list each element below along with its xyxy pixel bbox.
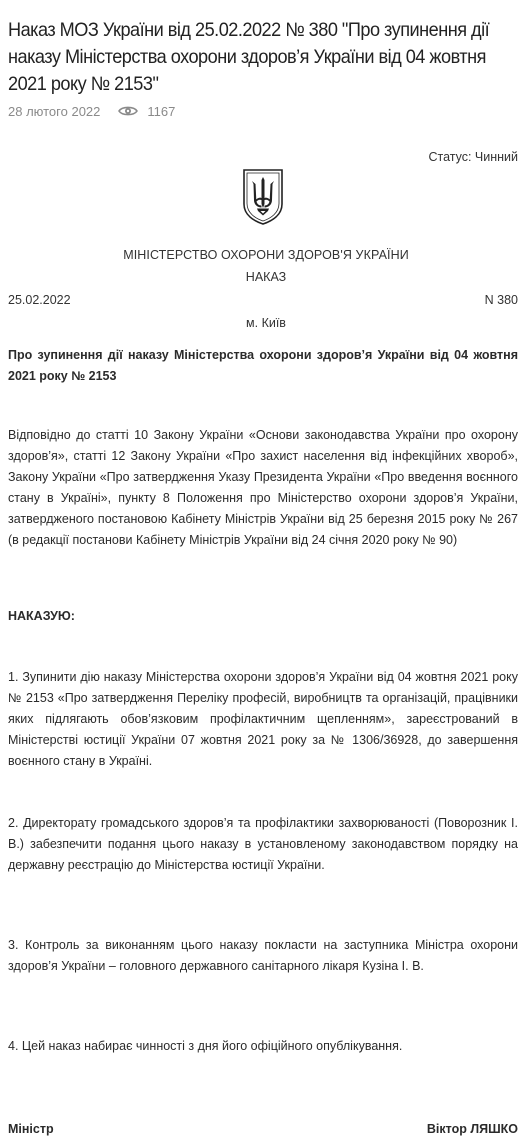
- order-word: НАКАЗ: [245, 270, 287, 284]
- publish-date: 28 лютого 2022: [8, 103, 101, 119]
- article-title: Наказ МОЗ України від 25.02.2022 № 380 "Про зупинення дії наказу Міністерства охорони здоров’я України від 04 жовтня 2021 року № 2153": [8, 19, 490, 95]
- trident-coat-of-arms-icon: [241, 168, 285, 226]
- status-label: Статус: Чинний: [428, 150, 518, 164]
- signature-title: Міністр: [8, 1122, 54, 1136]
- article-meta: [8, 102, 175, 120]
- eye-icon: [118, 105, 138, 117]
- order-item-4: 4. Цей наказ набирає чинності з дня його офіційного опублікування.: [8, 1039, 403, 1053]
- preamble-paragraph: Відповідно до статті 10 Закону України «Основи законодавства України про охорону здоров’я», статті 12 Закону України «Про захист населення від інфекційних хвороб», Закону України «Про затвердження Указу Президента України «Про введення воєнного стану в Україні», пункту 8 Положення про Міністерство охорони здоров’я України, затвердженого постановою Кабінету Міністрів України від 25 березня 2015 року № 267 (в редакції постанови Кабінету Міністрів України від 24 січня 2020 року № 90): [8, 428, 518, 547]
- ministry-name: МІНІСТЕРСТВО ОХОРОНИ ЗДОРОВ'Я УКРАЇНИ: [123, 248, 409, 262]
- order-city: м. Київ: [246, 316, 286, 330]
- order-number: N 380: [484, 293, 518, 307]
- view-count: 1167: [147, 103, 176, 119]
- order-item-3: 3. Контроль за виконанням цього наказу покласти на заступника Міністра охорони здоров’я України – головного державного санітарного лікаря Кузіна І. В.: [8, 938, 518, 973]
- order-date: 25.02.2022: [8, 293, 71, 307]
- order-item-1: 1. Зупинити дію наказу Міністерства охорони здоров’я України від 04 жовтня 2021 року № 2153 «Про затвердження Переліку професій, виробництв та організацій, працівники яких підлягають обов’язковим профілактичним щепленням», зареєстрований в Міністерстві юстиції України 07 жовтня 2021 року за № 1306/36928, до завершення воєнного стану в Україні.: [8, 670, 518, 768]
- orders-label: НАКАЗУЮ:: [8, 609, 75, 623]
- signature-name: Віктор ЛЯШКО: [426, 1122, 518, 1136]
- order-item-2: 2. Директорату громадського здоров’я та профілактики захворюваності (Поворозник І. В.) забезпечити подання цього наказу в установленому законодавством порядку на державну реєстрацію до Міністерства юстиції України.: [8, 816, 518, 872]
- order-heading: Про зупинення дії наказу Міністерства охорони здоров’я України від 04 жовтня 2021 року № 2153: [8, 348, 518, 383]
